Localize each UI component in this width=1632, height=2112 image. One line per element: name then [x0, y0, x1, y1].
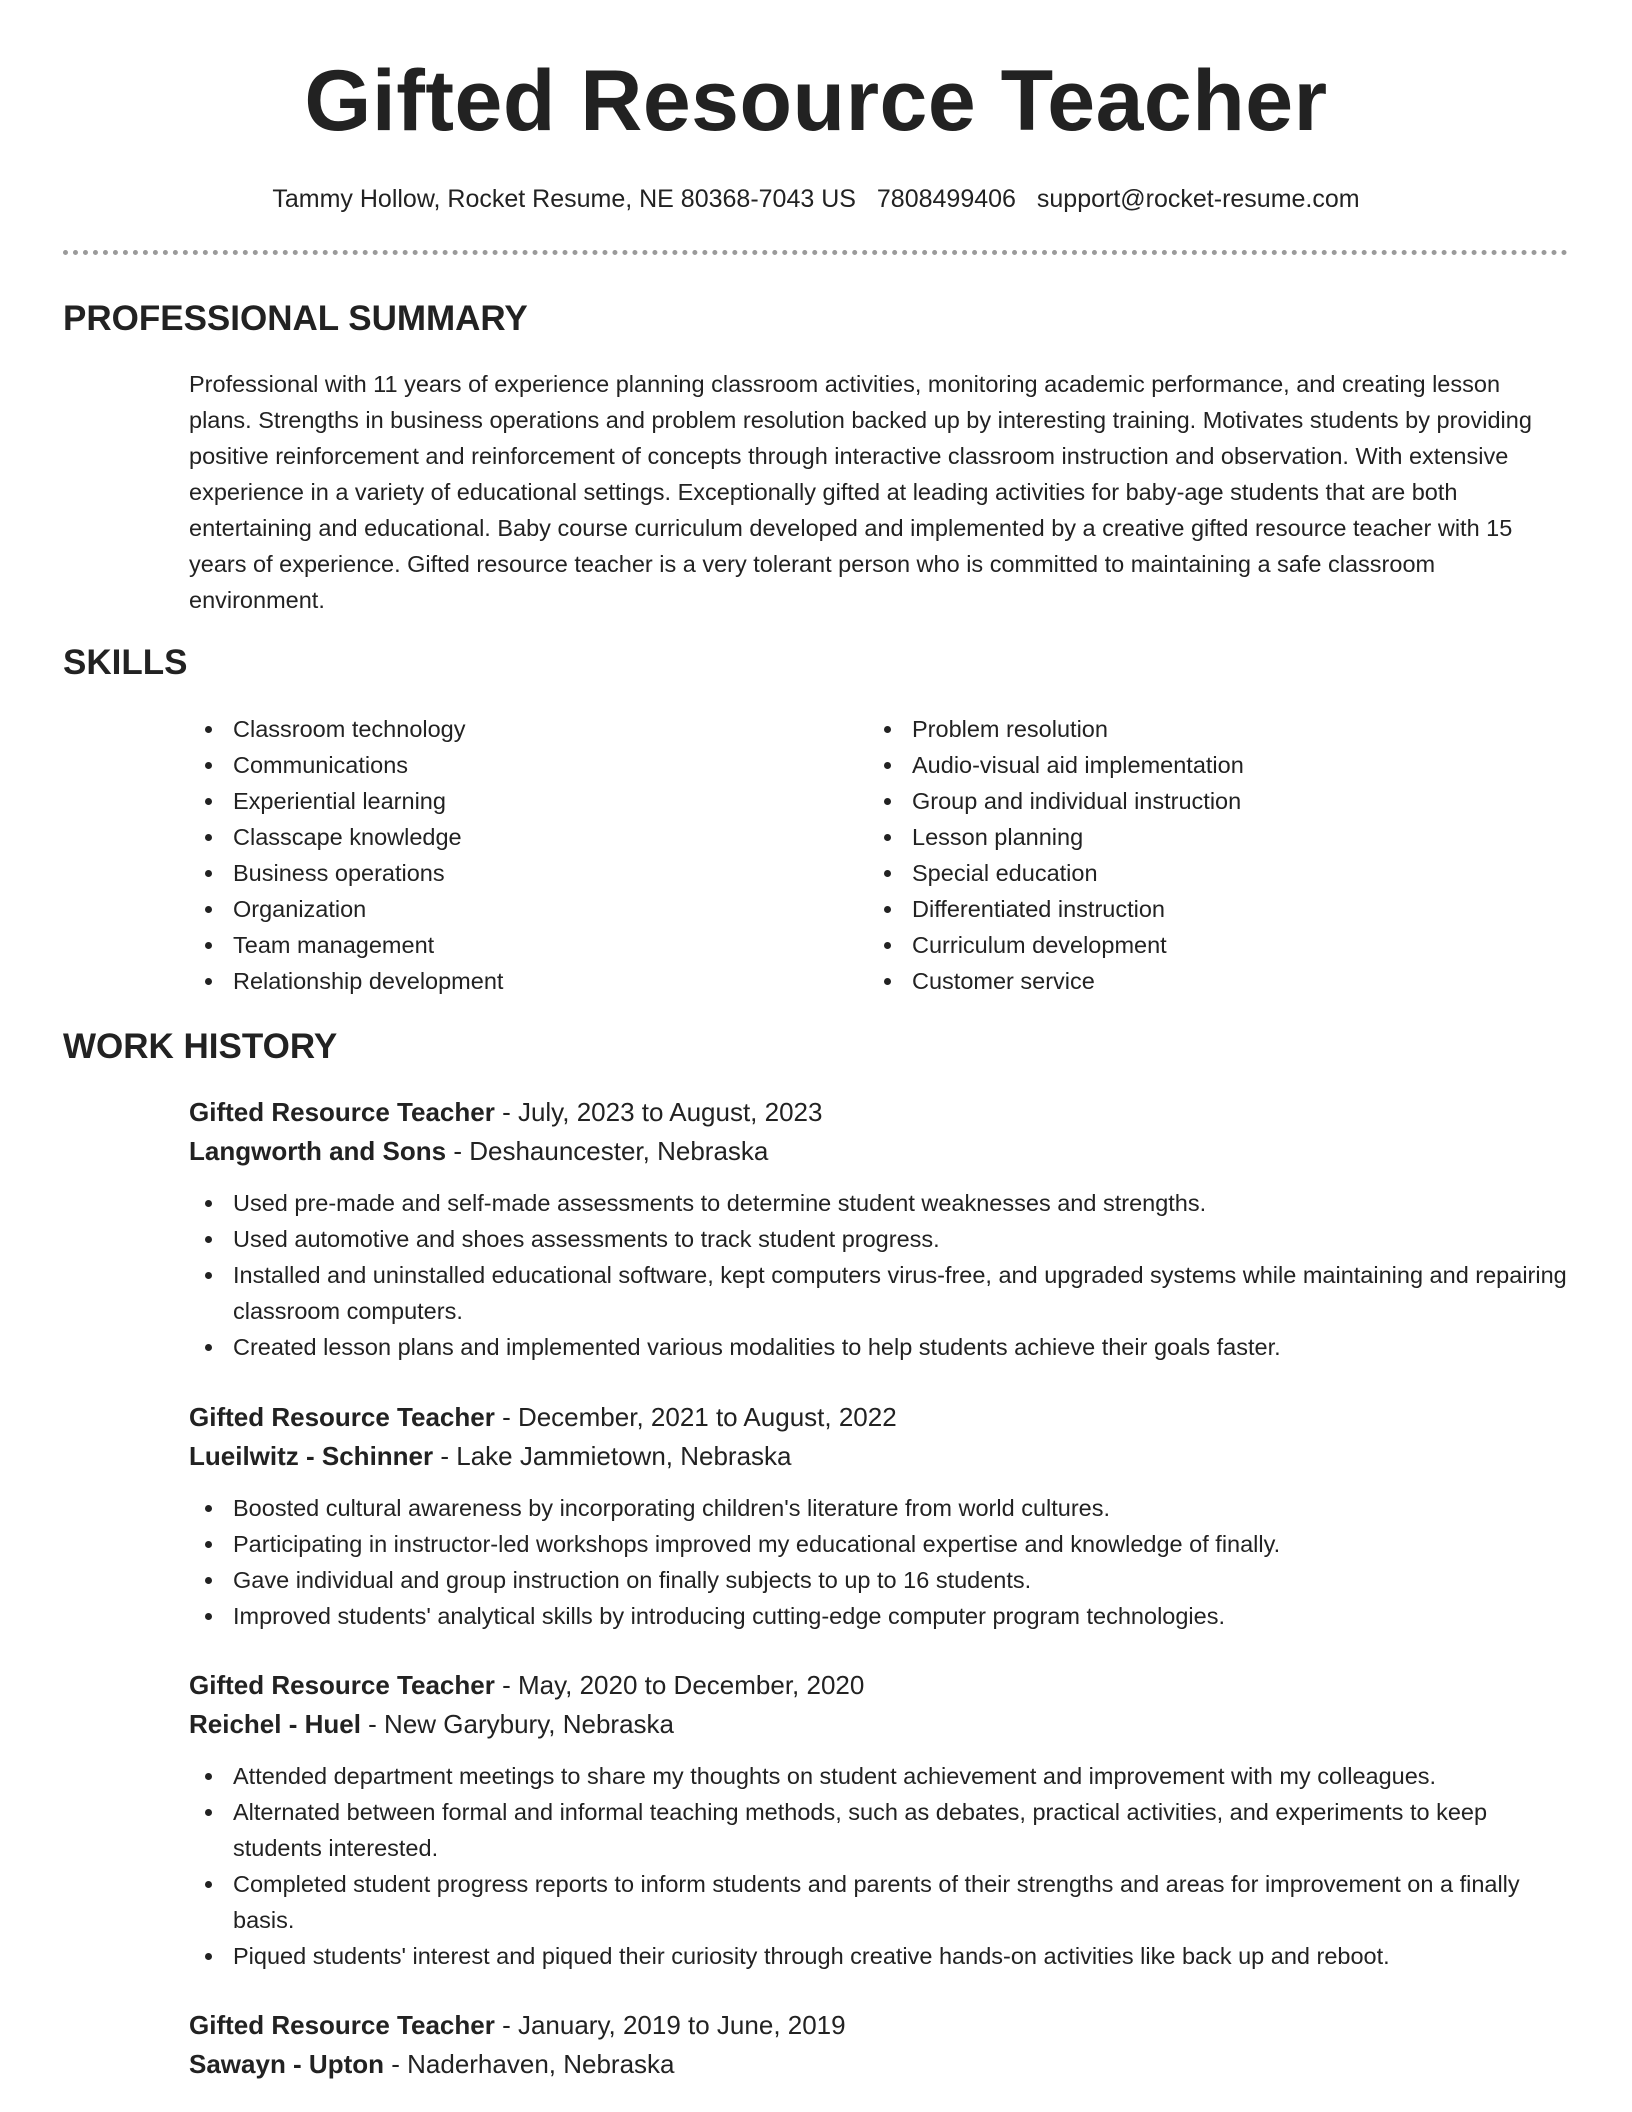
contact-email[interactable]: support@rocket-resume.com [1036, 185, 1360, 213]
job-duty: Used automotive and shoes assessments to track student progress. [189, 1221, 1569, 1257]
skill-item: Lesson planning [868, 819, 1568, 855]
job-company-line [189, 1132, 1569, 1171]
job-duty: Boosted cultural awareness by incorporating children's literature from world cultures. [189, 1490, 1569, 1526]
summary-heading: PROFESSIONAL SUMMARY [63, 299, 528, 338]
skill-item: Audio-visual aid implementation [868, 747, 1568, 783]
skill-item: Classroom technology [189, 711, 829, 747]
job-entry [189, 1093, 1569, 1365]
job-dates: - July, 2023 to August, 2023 [494, 1097, 823, 1127]
skill-item: Group and individual instruction [868, 783, 1568, 819]
contact-line [0, 183, 1632, 215]
skills-list-right [868, 711, 1568, 999]
job-location: - Deshauncester, Nebraska [446, 1136, 769, 1166]
skill-item: Customer service [868, 963, 1568, 999]
job-title-line [189, 1666, 1569, 1705]
skill-item: Communications [189, 747, 829, 783]
job-title-line [189, 1398, 1569, 1437]
job-duties [189, 1758, 1569, 1974]
job-duties [189, 1490, 1569, 1634]
job-entry [189, 1398, 1569, 1634]
job-company: Sawayn - Upton [189, 2049, 385, 2079]
skill-item: Team management [189, 927, 829, 963]
skills-list-left [189, 711, 829, 999]
skill-item: Special education [868, 855, 1568, 891]
skills-heading: SKILLS [63, 643, 188, 682]
skill-item: Experiential learning [189, 783, 829, 819]
job-duty: Installed and uninstalled educational software, kept computers virus-free, and upgraded systems while maintaining and repairing classroom computers. [189, 1257, 1569, 1329]
job-duty: Completed student progress reports to inform students and parents of their strengths and areas for improvement on a finally basis. [189, 1866, 1569, 1938]
job-location: - Lake Jammietown, Nebraska [433, 1441, 792, 1471]
job-role: Gifted Resource Teacher [189, 1402, 495, 1432]
job-title-line [189, 1093, 1569, 1132]
skill-item: Organization [189, 891, 829, 927]
contact-phone: 7808499406 [876, 185, 1016, 213]
skill-item: Differentiated instruction [868, 891, 1568, 927]
job-duty: Piqued students' interest and piqued their curiosity through creative hands-on activities like back up and reboot. [189, 1938, 1569, 1974]
job-location: - Naderhaven, Nebraska [384, 2049, 675, 2079]
job-role: Gifted Resource Teacher [189, 1097, 495, 1127]
job-company: Langworth and Sons [189, 1136, 447, 1166]
candidate-name: Gifted Resource Teacher [304, 53, 1328, 149]
job-title-line [189, 2006, 1569, 2045]
job-entry [189, 1666, 1569, 1974]
job-duty: Used pre-made and self-made assessments to determine student weaknesses and strengths. [189, 1185, 1569, 1221]
skill-item: Curriculum development [868, 927, 1568, 963]
job-role: Gifted Resource Teacher [189, 1670, 495, 1700]
job-role: Gifted Resource Teacher [189, 2010, 495, 2040]
skill-item: Relationship development [189, 963, 829, 999]
job-company: Reichel - Huel [189, 1709, 361, 1739]
job-dates: - December, 2021 to August, 2022 [494, 1402, 897, 1432]
job-entry [189, 2006, 1569, 2084]
job-dates: - January, 2019 to June, 2019 [494, 2010, 846, 2040]
summary-text: Professional with 11 years of experience planning classroom activities, monitoring academic performance, and creating lesson plans. Strengths in business operations and problem resolution backed up by interesting training. Motivates students by providing positive reinforcement and reinforcement of concepts through interactive classroom instruction and observation. With extensive experience in a variety of educational settings. Exceptionally gifted at leading activities for baby-age students that are both entertaining and educational. Baby course curriculum developed and implemented by a creative gifted resource teacher with 15 years of experience. Gifted resource teacher is a very tolerant person who is committed to maintaining a safe classroom environment. [189, 371, 1532, 613]
job-duty: Improved students' analytical skills by introducing cutting-edge computer program technologies. [189, 1598, 1569, 1634]
job-duty: Gave individual and group instruction on finally subjects to up to 16 students. [189, 1562, 1569, 1598]
skill-item: Business operations [189, 855, 829, 891]
job-duty: Alternated between formal and informal teaching methods, such as debates, practical activities, and experiments to keep students interested. [189, 1794, 1569, 1866]
job-dates: - May, 2020 to December, 2020 [494, 1670, 865, 1700]
job-company-line [189, 1705, 1569, 1744]
job-duties [189, 1185, 1569, 1365]
job-location: - New Garybury, Nebraska [360, 1709, 674, 1739]
job-company-line [189, 2045, 1569, 2084]
contact-address: Tammy Hollow, Rocket Resume, NE 80368-7043 US [272, 185, 856, 213]
job-duty: Participating in instructor-led workshops improved my educational expertise and knowledge of finally. [189, 1526, 1569, 1562]
skill-item: Classcape knowledge [189, 819, 829, 855]
header-divider [63, 250, 1568, 255]
job-company-line [189, 1437, 1569, 1476]
job-company: Lueilwitz - Schinner [189, 1441, 434, 1471]
job-duty: Created lesson plans and implemented various modalities to help students achieve their goals faster. [189, 1329, 1569, 1365]
skill-item: Problem resolution [868, 711, 1568, 747]
work-history-heading: WORK HISTORY [63, 1027, 338, 1066]
job-duty: Attended department meetings to share my thoughts on student achievement and improvement with my colleagues. [189, 1758, 1569, 1794]
